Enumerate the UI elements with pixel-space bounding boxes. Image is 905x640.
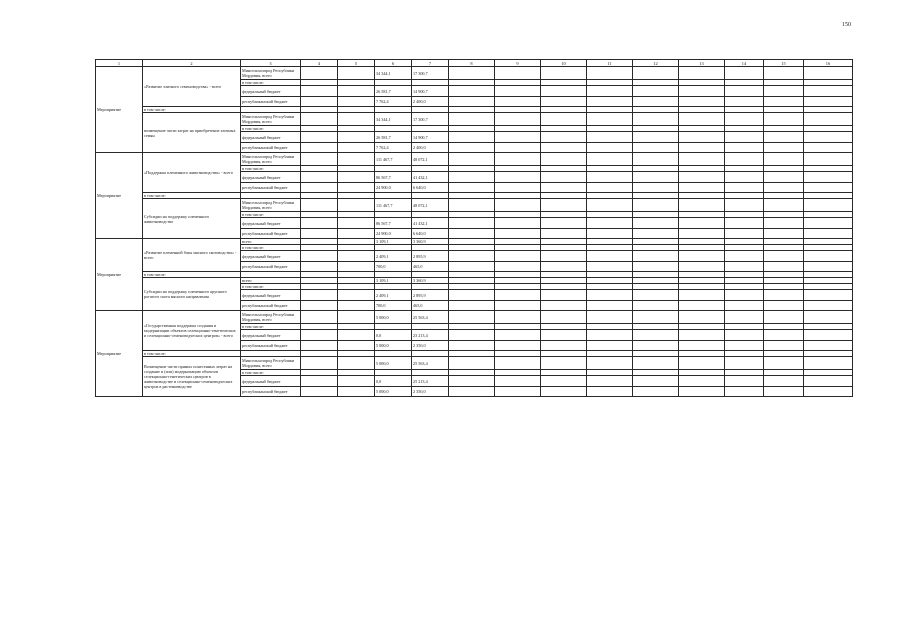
source-cell: республиканский бюджет [241,183,301,193]
value-col7: 2 400,0 [412,143,449,153]
value-col7: 6 640,0 [412,183,449,193]
source-cell: в том числе: [241,284,301,290]
source-cell: в том числе: [241,166,301,172]
source-cell: в том числе: [241,126,301,132]
value-col7: 6 640,0 [412,229,449,239]
value-col7: 17 300,7 [412,113,449,126]
source-cell: республиканский бюджет [241,387,301,397]
source-cell: республиканский бюджет [241,301,301,311]
subsection-label: в том числе: [143,272,241,278]
header-cell: 10 [541,60,587,67]
value-col6: 26 581,7 [375,132,412,143]
page-number: 150 [842,22,851,28]
section-label: Мероприятие [96,239,143,311]
value-col7: 2 400,0 [412,97,449,107]
header-cell: 3 [241,60,301,67]
value-col6: 700,0 [375,301,412,311]
source-cell: в том числе: [241,370,301,376]
header-cell: 13 [679,60,725,67]
source-cell: республиканский бюджет [241,229,301,239]
source-cell: всего [241,278,301,284]
value-col7: 23 213,4 [412,330,449,341]
value-col7: 41 432,1 [412,172,449,183]
source-cell: республиканский бюджет [241,143,301,153]
measure-title: «Развитие элитного семеноводства» - всего [143,67,241,107]
value-col7: 465,0 [412,262,449,272]
value-col6: 111 467,7 [375,199,412,212]
header-cell: 4 [301,60,338,67]
source-cell: федеральный бюджет [241,251,301,262]
submeasure-title: возмещение части затрат на приобретение элитных семян [143,113,241,153]
source-cell: республиканский бюджет [241,262,301,272]
value-col6: 24 900,0 [375,183,412,193]
value-col6: 5 000,0 [375,311,412,324]
value-col7: 25 213,4 [412,376,449,387]
header-cell: 5 [338,60,375,67]
table-row [96,357,853,370]
source-cell: федеральный бюджет [241,330,301,341]
value-col6: 34 344,1 [375,113,412,126]
source-cell: всего [241,239,301,245]
source-cell: федеральный бюджет [241,218,301,229]
section-label: Мероприятие [96,311,143,397]
section-label: Мероприятие [96,153,143,239]
value-col6: 86 567,7 [375,218,412,229]
value-col7: 17 300,7 [412,67,449,80]
measure-title: «Развитие племенной базы мясного скотоводства» - всего [143,239,241,272]
value-col6: 3 109,1 [375,278,412,284]
table-row [96,67,853,80]
subsection-label: в том числе: [143,107,241,113]
source-cell: федеральный бюджет [241,132,301,143]
header-cell: 1 [96,60,143,67]
header-cell: 9 [495,60,541,67]
header-cell: 6 [375,60,412,67]
source-cell: республиканский бюджет [241,341,301,351]
value-col6: 34 344,1 [375,67,412,80]
value-col6: 700,0 [375,262,412,272]
value-col6: 2 409,1 [375,251,412,262]
value-col6: 5 000,0 [375,341,412,351]
subsection-label: в том числе: [143,193,241,199]
submeasure-title: Возмещение части прямых понесенных затрат на создание и (или) модернизацию объектов селекционно-генетических центров в животноводстве и селекционно-семеноводческих центров в растениеводстве [143,357,241,397]
header-cell: 16 [804,60,853,67]
header-cell: 11 [587,60,633,67]
value-col7: 2 895,9 [412,290,449,301]
source-cell: в том числе: [241,212,301,218]
value-col7: 14 900,7 [412,86,449,97]
source-cell: в том числе: [241,80,301,86]
source-cell: федеральный бюджет [241,86,301,97]
value-col6: 2 409,1 [375,290,412,301]
value-col7: 2 350,0 [412,387,449,397]
measure-title: «Поддержка племенного животноводства» - всего [143,153,241,193]
value-col6: 24 900,0 [375,229,412,239]
value-col6: 26 581,7 [375,86,412,97]
value-col6: 5 000,0 [375,387,412,397]
submeasure-title: Субсидии на поддержку племенного крупного рогатого скота мясного направления [143,278,241,311]
source-cell: в том числе: [241,324,301,330]
subsection-label: в том числе: [143,351,241,357]
value-col6: 5 000,0 [375,357,412,370]
value-col6: 86 567,7 [375,172,412,183]
source-cell: федеральный бюджет [241,290,301,301]
value-col7: 465,0 [412,301,449,311]
section-label: Мероприятие [96,67,143,153]
value-col7: 25 563,4 [412,357,449,370]
table-row [96,153,853,166]
header-cell: 15 [764,60,804,67]
value-col7: 14 900,7 [412,132,449,143]
header-cell: 2 [143,60,241,67]
source-cell: Минсельхозпрод Республики Мордовия, всего [241,199,301,212]
header-cell: 12 [633,60,679,67]
source-cell: республиканский бюджет [241,97,301,107]
source-cell: федеральный бюджет [241,376,301,387]
value-col7: 48 072,1 [412,153,449,166]
source-cell: федеральный бюджет [241,172,301,183]
value-col6: 7 762,4 [375,97,412,107]
value-col6: 7 762,4 [375,143,412,153]
header-cell: 8 [449,60,495,67]
source-cell: Минсельхозпрод Республики Мордовия, всего [241,357,301,370]
table-row [96,199,853,212]
measure-title: «Государственная поддержка создания и модернизации объектов селекционно-генетических и селекционно-семеноводческих центров» - всего [143,311,241,351]
value-col7: 2 350,0 [412,341,449,351]
table-row [96,113,853,126]
header-row [96,60,853,67]
value-col6: 0,0 [375,376,412,387]
value-col6: 0,0 [375,330,412,341]
value-col7: 2 895,9 [412,251,449,262]
source-cell: Минсельхозпрод Республики Мордовия, всего [241,67,301,80]
value-col7: 25 563,4 [412,311,449,324]
value-col7: 41 432,1 [412,218,449,229]
source-cell: Минсельхозпрод Республики Мордовия, всего [241,113,301,126]
value-col6: 111 467,7 [375,153,412,166]
table-row [96,311,853,324]
value-col7: 48 072,1 [412,199,449,212]
source-cell: Минсельхозпрод Республики Мордовия, всего [241,311,301,324]
value-col6: 3 109,1 [375,239,412,245]
source-cell: Минсельхозпрод Республики Мордовия, всего [241,153,301,166]
header-cell: 14 [725,60,764,67]
value-col7: 3 360,9 [412,239,449,245]
budget-table [95,59,853,397]
submeasure-title: Субсидии на поддержку племенного животноводства [143,199,241,239]
header-cell: 7 [412,60,449,67]
source-cell: в том числе: [241,245,301,251]
value-col7: 3 360,9 [412,278,449,284]
